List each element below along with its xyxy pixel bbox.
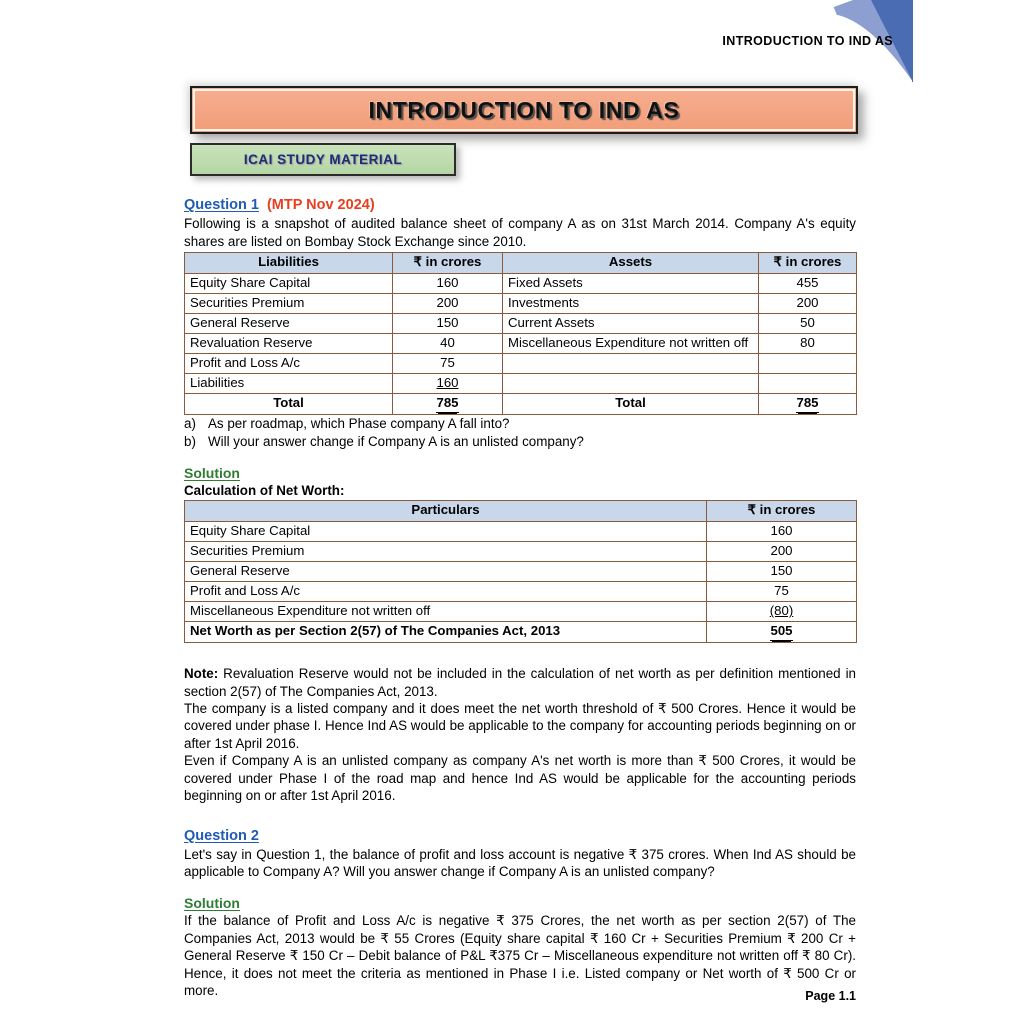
solution-2-text: If the balance of Profit and Loss A/c is negative ₹ 375 Crores, the net worth as per section 2(57) of The Companies Act, 2013 would be ₹ 55 Crores (Equity share capital ₹ 160 Cr + Securities Premium ₹ 200 Cr + General Reserve ₹ 150 Cr – Debit balance of P&L ₹375 Cr – Miscellaneous expenditure not written off ₹ 80 Cr). Hence, it does not meet the criteria as mentioned in Phase I i.e. Listed company or Net worth of ₹ 500 Cr or more. [184,913,856,999]
cell-total-assets [759,393,857,414]
cell-total-label-liabilities: Total [185,393,393,414]
table-row [185,582,857,602]
solution-1-paragraph-3: Even if Company A is an unlisted company as company A's net worth is more than ₹ 500 Crores, it would be covered under Phase I of the road map and hence Ind AS would be applicable for the accounting periods beginning on or after 1st April 2016. [184,753,856,804]
cell-net-worth-label: Net Worth as per Section 2(57) of The Companies Act, 2013 [185,622,707,643]
solution-1-heading: Solution [184,465,240,482]
cell-asset-name: Fixed Assets [503,273,759,293]
cell-value-double-underlined: 505 [770,623,792,641]
table-row [185,353,857,373]
table-row [185,333,857,353]
table-header-row [185,501,857,522]
study-material-badge-text: ICAI STUDY MATERIAL [243,152,403,167]
cell-liability-amount [393,373,503,393]
cell-amount: 150 [707,562,857,582]
cell-asset-amount: 80 [759,333,857,353]
col-header-assets: Assets [503,252,759,273]
table-total-row [185,622,857,643]
cell-asset-amount: 455 [759,273,857,293]
sub-question-a-text: As per roadmap, which Phase company A fall into? [208,415,510,431]
cell-liability-name: General Reserve [185,313,393,333]
cell-asset-name: Miscellaneous Expenditure not written off [503,333,759,353]
cell-particular: Miscellaneous Expenditure not written off [185,602,707,622]
study-material-badge [190,143,456,176]
net-worth-table [184,500,857,643]
col-header-liabilities-amount: ₹ in crores [393,252,503,273]
table-row [185,373,857,393]
cell-asset-amount [759,353,857,373]
cell-asset-name [503,373,759,393]
question-2-heading [184,827,856,845]
cell-amount: 160 [707,522,857,542]
cell-amount [707,602,857,622]
cell-total-label-assets: Total [503,393,759,414]
sub-question-b [184,433,856,451]
cell-net-worth-amount [707,622,857,643]
sub-question-b-marker: b) [184,433,196,449]
sub-question-a [184,415,856,433]
chapter-title-banner [190,86,858,134]
cell-asset-amount [759,373,857,393]
page-number-footer: Page 1.1 [805,989,856,1003]
col-header-assets-amount: ₹ in crores [759,252,857,273]
cell-amount: 75 [707,582,857,602]
cell-liability-name: Liabilities [185,373,393,393]
cell-particular: Equity Share Capital [185,522,707,542]
note-text: Revaluation Reserve would not be included in the calculation of net worth as per definition mentioned in section 2(57) of The Companies Act, 2013. [184,666,856,699]
balance-sheet-table [184,252,857,415]
question-1-intro-text: Following is a snapshot of audited balance sheet of company A as on 31st March 2014. Company A's equity shares are listed on Bombay Stock Exchange since 2010. [184,216,856,249]
cell-liability-name: Securities Premium [185,293,393,313]
table-row [185,293,857,313]
cell-liability-amount: 75 [393,353,503,373]
table-row [185,313,857,333]
table-row [185,602,857,622]
cell-asset-amount: 200 [759,293,857,313]
cell-total-liabilities [393,393,503,414]
document-content [184,196,856,1000]
cell-asset-name: Current Assets [503,313,759,333]
cell-liability-name: Revaluation Reserve [185,333,393,353]
cell-asset-amount: 50 [759,313,857,333]
table-header-row [185,252,857,273]
cell-asset-name: Investments [503,293,759,313]
chapter-title-bar [190,86,858,134]
table-row [185,562,857,582]
chapter-title-text: INTRODUCTION TO IND AS [368,96,680,123]
col-header-liabilities: Liabilities [185,252,393,273]
question-1-label: Question 1 [184,197,259,213]
solution-1-paragraph-2: The company is a listed company and it does meet the net worth threshold of ₹ 500 Crores. Hence it would be covered under phase I. Hence Ind AS would be applicable to the company for accounting periods beginning on or after 1st April 2016. [184,700,856,751]
note-label: Note: [184,666,219,682]
cell-liability-amount: 150 [393,313,503,333]
cell-value-underlined: 160 [436,374,459,390]
question-1-heading [184,196,856,214]
table-total-row [185,393,857,414]
cell-value-double-underlined: 785 [796,395,818,413]
cell-asset-name [503,353,759,373]
solution-2-heading: Solution [184,895,240,912]
cell-liability-name: Profit and Loss A/c [185,353,393,373]
col-header-particulars: Particulars [185,501,707,522]
table-row [185,273,857,293]
cell-particular: General Reserve [185,562,707,582]
cell-particular: Profit and Loss A/c [185,582,707,602]
study-material-badge-box [190,143,456,176]
col-header-amount: ₹ in crores [707,501,857,522]
question-2-text: Let's say in Question 1, the balance of profit and loss account is negative ₹ 375 crores. When Ind AS should be applicable to Company A? Will you answer change if Company A is an unlisted company? [184,846,856,880]
question-1-source: (MTP Nov 2024) [266,197,375,213]
question-2-label: Question 2 [184,827,259,844]
cell-liability-amount: 200 [393,293,503,313]
solution-1-note [184,665,856,700]
net-worth-subheading: Calculation of Net Worth: [184,483,345,499]
table-row [185,522,857,542]
cell-liability-amount: 160 [393,273,503,293]
cell-particular: Securities Premium [185,542,707,562]
cell-value-underlined: (80) [769,603,794,619]
sub-question-b-text: Will your answer change if Company A is an unlisted company? [208,433,584,449]
cell-liability-name: Equity Share Capital [185,273,393,293]
cell-liability-amount: 40 [393,333,503,353]
running-header-title: INTRODUCTION TO IND AS [722,34,893,48]
table-row [185,542,857,562]
cell-amount: 200 [707,542,857,562]
sub-question-a-marker: a) [184,415,196,431]
cell-value-double-underlined: 785 [436,395,458,413]
